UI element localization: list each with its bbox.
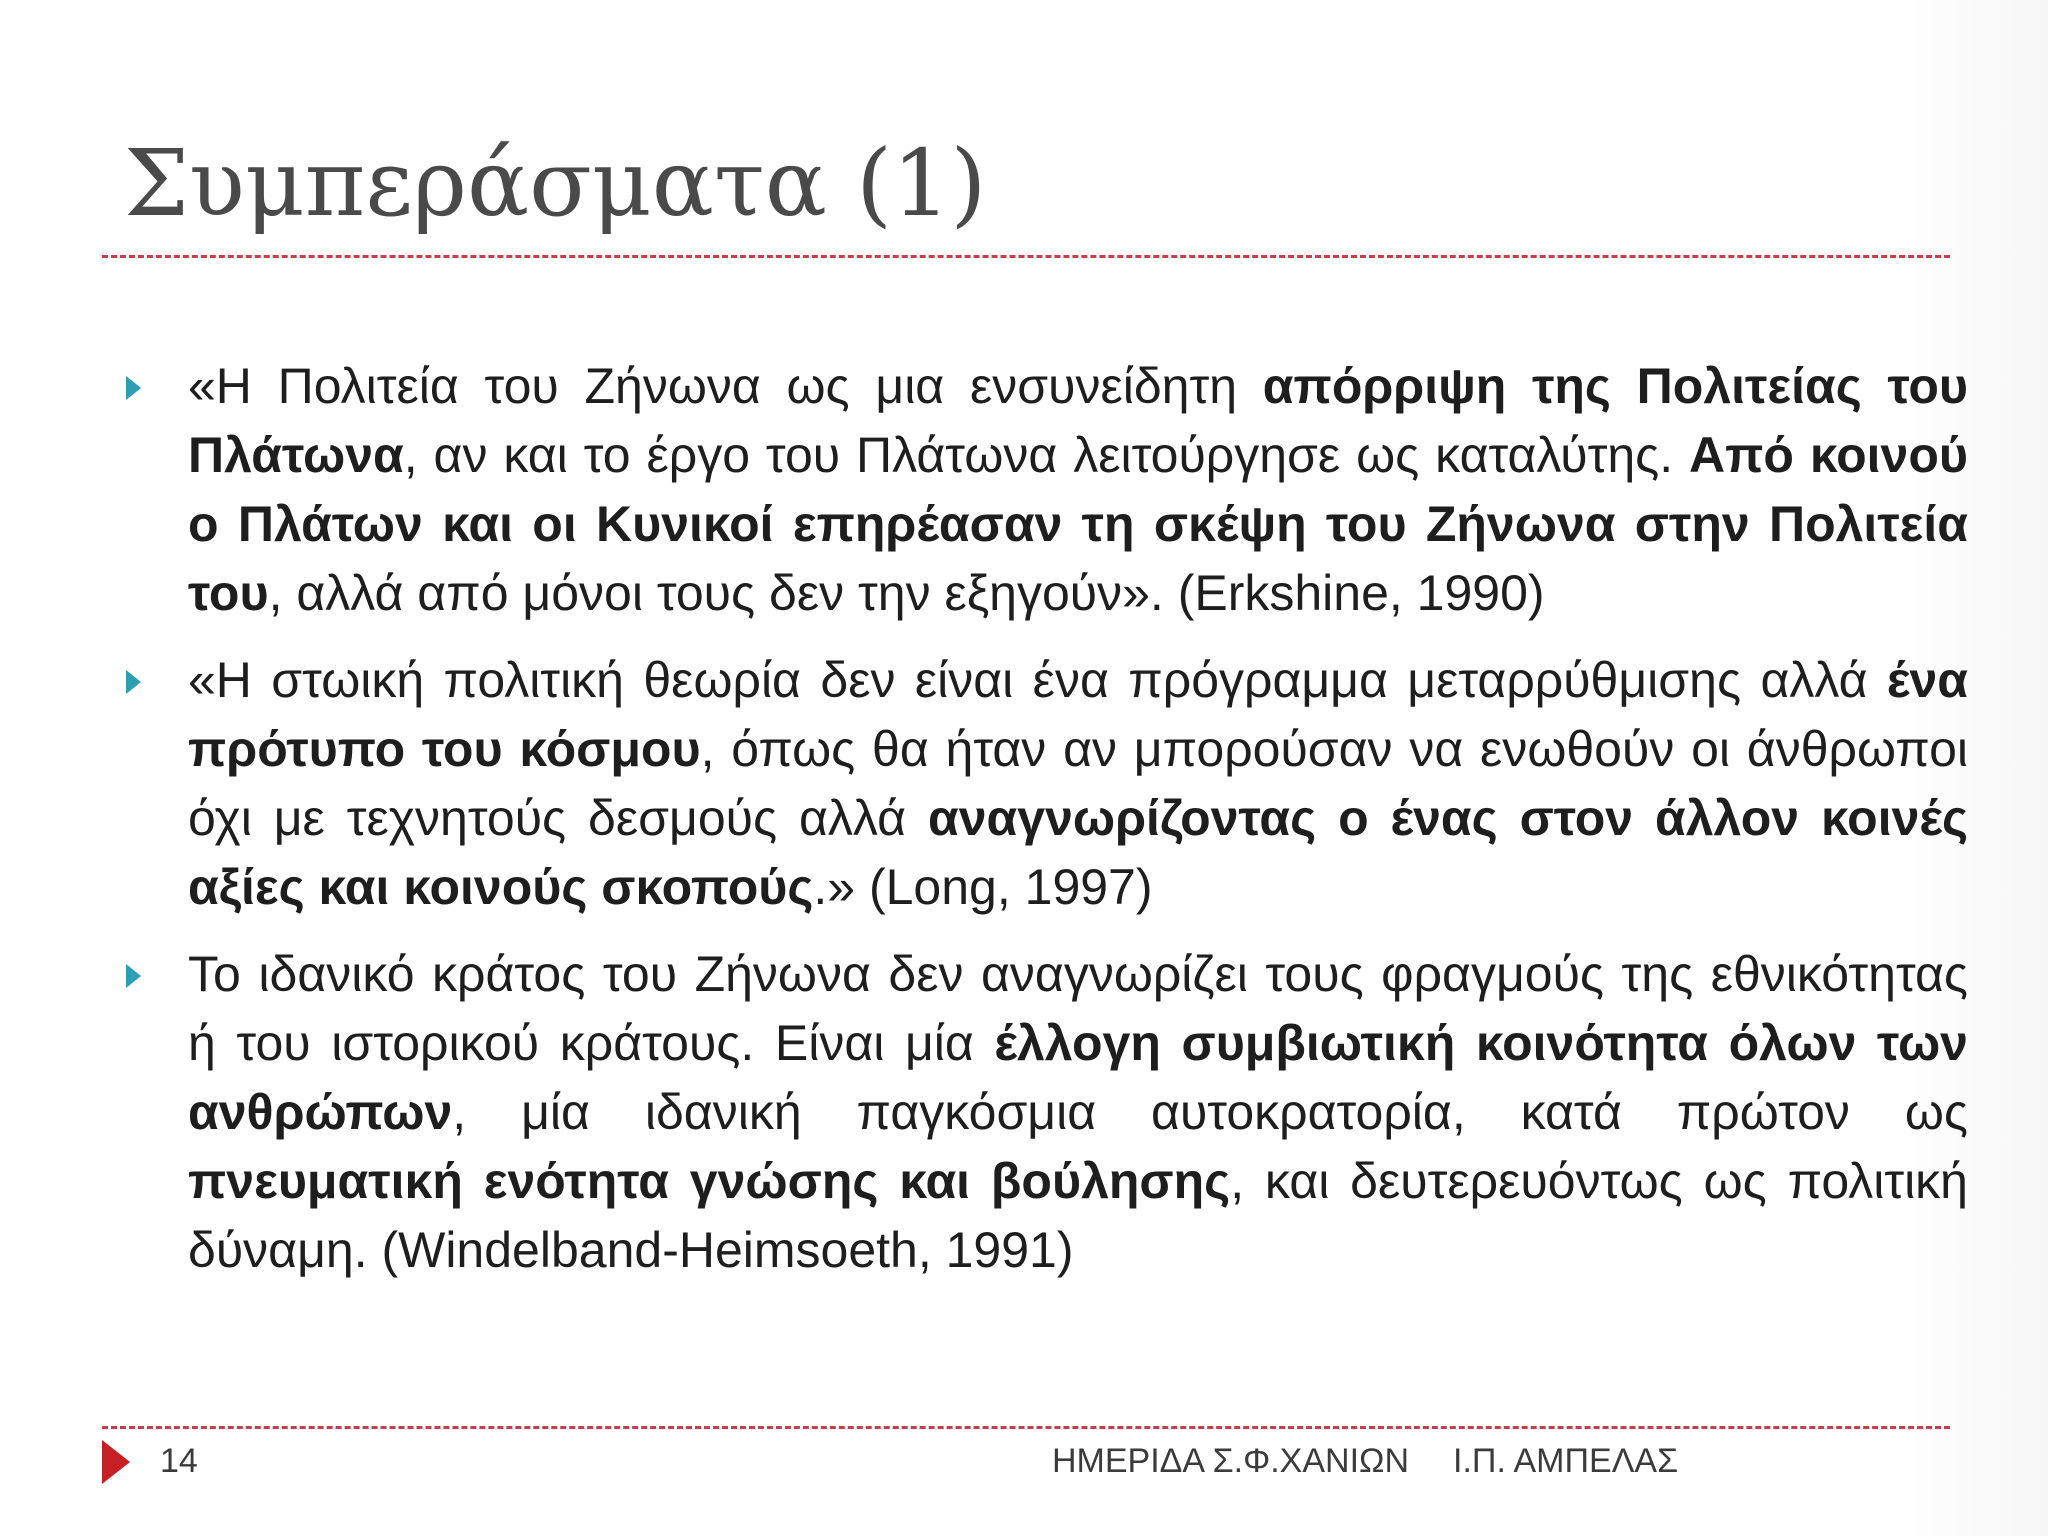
bullet-item — [122, 940, 1968, 1285]
page-number: 14 — [160, 1442, 198, 1480]
bullet-text: .» (Long, 1997) — [813, 859, 1153, 915]
bullet-text-bold: έλλογη συμβιωτική κοινότητα όλων των ανθρώπων — [188, 1015, 1968, 1140]
triangle-bullet-icon — [126, 670, 141, 694]
bullet-text: Το ιδανικό κράτος του Ζήνωνα δεν αναγνωρίζει τους φραγμούς της εθνικότητας ή του ιστορικού κράτους. Είναι μία — [188, 946, 1968, 1071]
bullet-text: , αλλά από μόνοι τους δεν την εξηγούν». (Erkshine, 1990) — [268, 565, 1545, 621]
triangle-bullet-icon — [126, 964, 141, 988]
footer-divider — [102, 1426, 1950, 1429]
bullet-text: , αν και το έργο του Πλάτωνα λειτούργησε ως καταλύτης. — [403, 427, 1690, 483]
slide-title: Συμπεράσματα (1) — [124, 130, 987, 237]
bullet-text-bold: Από κοινού ο Πλάτων και οι Κυνικοί επηρέασαν τη σκέψη του Ζήνωνα στην Πολιτεία του — [188, 427, 1969, 621]
bullet-text: «Η Πολιτεία του Ζήνωνα ως μια ενσυνείδητη — [188, 358, 1263, 414]
title-divider — [102, 255, 1950, 258]
bullet-text: , μία ιδανική παγκόσμια αυτοκρατορία, κατά πρώτον ως — [452, 1084, 1968, 1140]
bullet-text: «Η στωική πολιτική θεωρία δεν είναι ένα πρόγραμμα μεταρρύθμισης αλλά — [188, 652, 1887, 708]
bullet-list — [122, 352, 1968, 1303]
footer-author: Ι.Π. ΑΜΠΕΛΑΣ — [1453, 1442, 1679, 1480]
bullet-text-bold: απόρριψη της Πολιτείας του Πλάτωνα — [188, 358, 1969, 483]
footer-caption — [1052, 1442, 1678, 1481]
bullet-text: , όπως θα ήταν αν μπορούσαν να ενωθούν οι άνθρωποι όχι με τεχνητούς δεσμούς αλλά — [188, 721, 1968, 846]
bullet-text-bold: αναγνωρίζοντας ο ένας στον άλλον κοινές αξίες και κοινούς σκοπούς — [188, 790, 1968, 915]
bullet-item — [122, 646, 1968, 922]
footer-triangle-icon — [102, 1440, 130, 1484]
bullet-text-bold: πνευματική ενότητα γνώσης και βούλησης — [188, 1153, 1231, 1209]
triangle-bullet-icon — [126, 376, 141, 400]
bullet-text-bold: ένα πρότυπο του κόσμου — [188, 652, 1968, 777]
footer-event: ΗΜΕΡΙΔΑ Σ.Φ.ΧΑΝΙΩΝ — [1052, 1442, 1409, 1480]
bullet-item — [122, 352, 1968, 628]
bullet-text: , και δευτερευόντως ως πολιτική δύναμη. (Windelband-Heimsoeth, 1991) — [188, 1153, 1968, 1278]
